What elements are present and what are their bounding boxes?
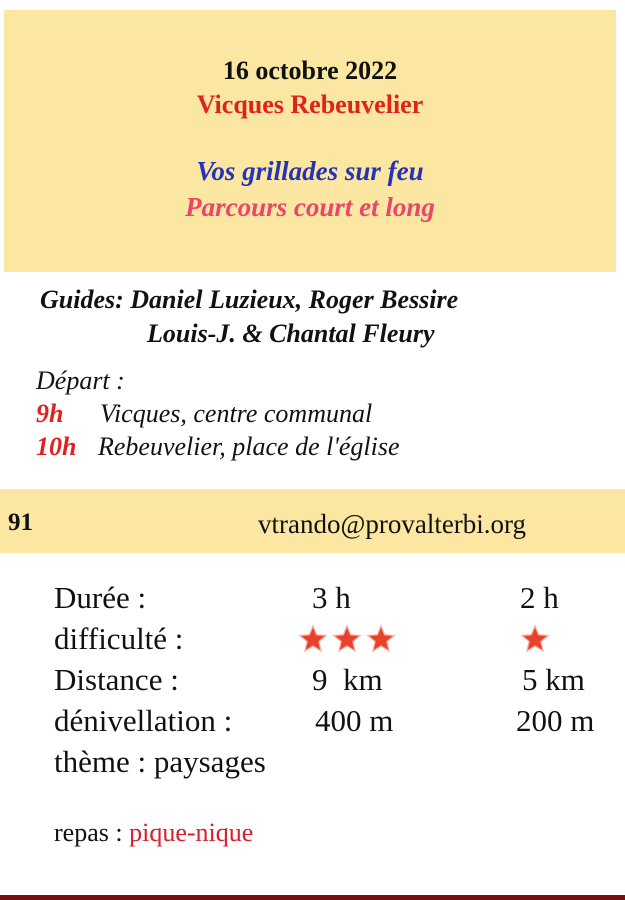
event-subtitle-routes: Parcours court et long bbox=[185, 192, 435, 222]
difficulty-short-stars bbox=[520, 624, 550, 654]
theme-text: thème : paysages bbox=[54, 744, 266, 779]
departure-time: 9h bbox=[36, 399, 64, 428]
guides-line-1: Guides: Daniel Luzieux, Roger Bessire bbox=[40, 285, 459, 314]
difficulty-label: difficulté : bbox=[54, 621, 184, 656]
departure-item bbox=[36, 399, 372, 429]
distance-short: 5 km bbox=[522, 662, 585, 697]
elevation-long: 400 m bbox=[315, 703, 394, 738]
guides-line-2: Louis-J. & Chantal Fleury bbox=[147, 319, 435, 348]
event-subtitle-grill: Vos grillades sur feu bbox=[196, 156, 424, 186]
duration-label: Durée : bbox=[54, 580, 147, 615]
distance-long: 9 km bbox=[312, 662, 383, 697]
event-date: 16 octobre 2022 bbox=[222, 56, 398, 85]
meal-value: pique-nique bbox=[129, 818, 254, 847]
departure-location: Rebeuvelier, place de l'église bbox=[98, 432, 400, 461]
contact-email[interactable]: vtrando@provalterbi.org bbox=[258, 509, 527, 539]
departure-time: 10h bbox=[36, 432, 77, 461]
difficulty-long-stars bbox=[298, 624, 396, 654]
departure-location: Vicques, centre communal bbox=[100, 399, 373, 428]
duration-short: 2 h bbox=[520, 580, 559, 615]
departure-item bbox=[36, 432, 400, 462]
hike-number: 91 bbox=[8, 509, 33, 536]
meal-label: repas : bbox=[54, 818, 123, 847]
star-icon bbox=[366, 624, 396, 654]
elevation-label: dénivellation : bbox=[54, 703, 233, 738]
star-icon bbox=[298, 624, 328, 654]
event-place: Vicques Rebeuvelier bbox=[196, 90, 424, 119]
departure-label: Départ : bbox=[36, 366, 125, 395]
duration-long: 3 h bbox=[312, 580, 351, 615]
bottom-divider bbox=[0, 895, 625, 900]
elevation-short: 200 m bbox=[516, 703, 595, 738]
header-box bbox=[4, 10, 616, 272]
star-icon bbox=[520, 624, 550, 654]
meal-line bbox=[54, 818, 253, 848]
distance-label: Distance : bbox=[54, 662, 179, 697]
star-icon bbox=[332, 624, 362, 654]
